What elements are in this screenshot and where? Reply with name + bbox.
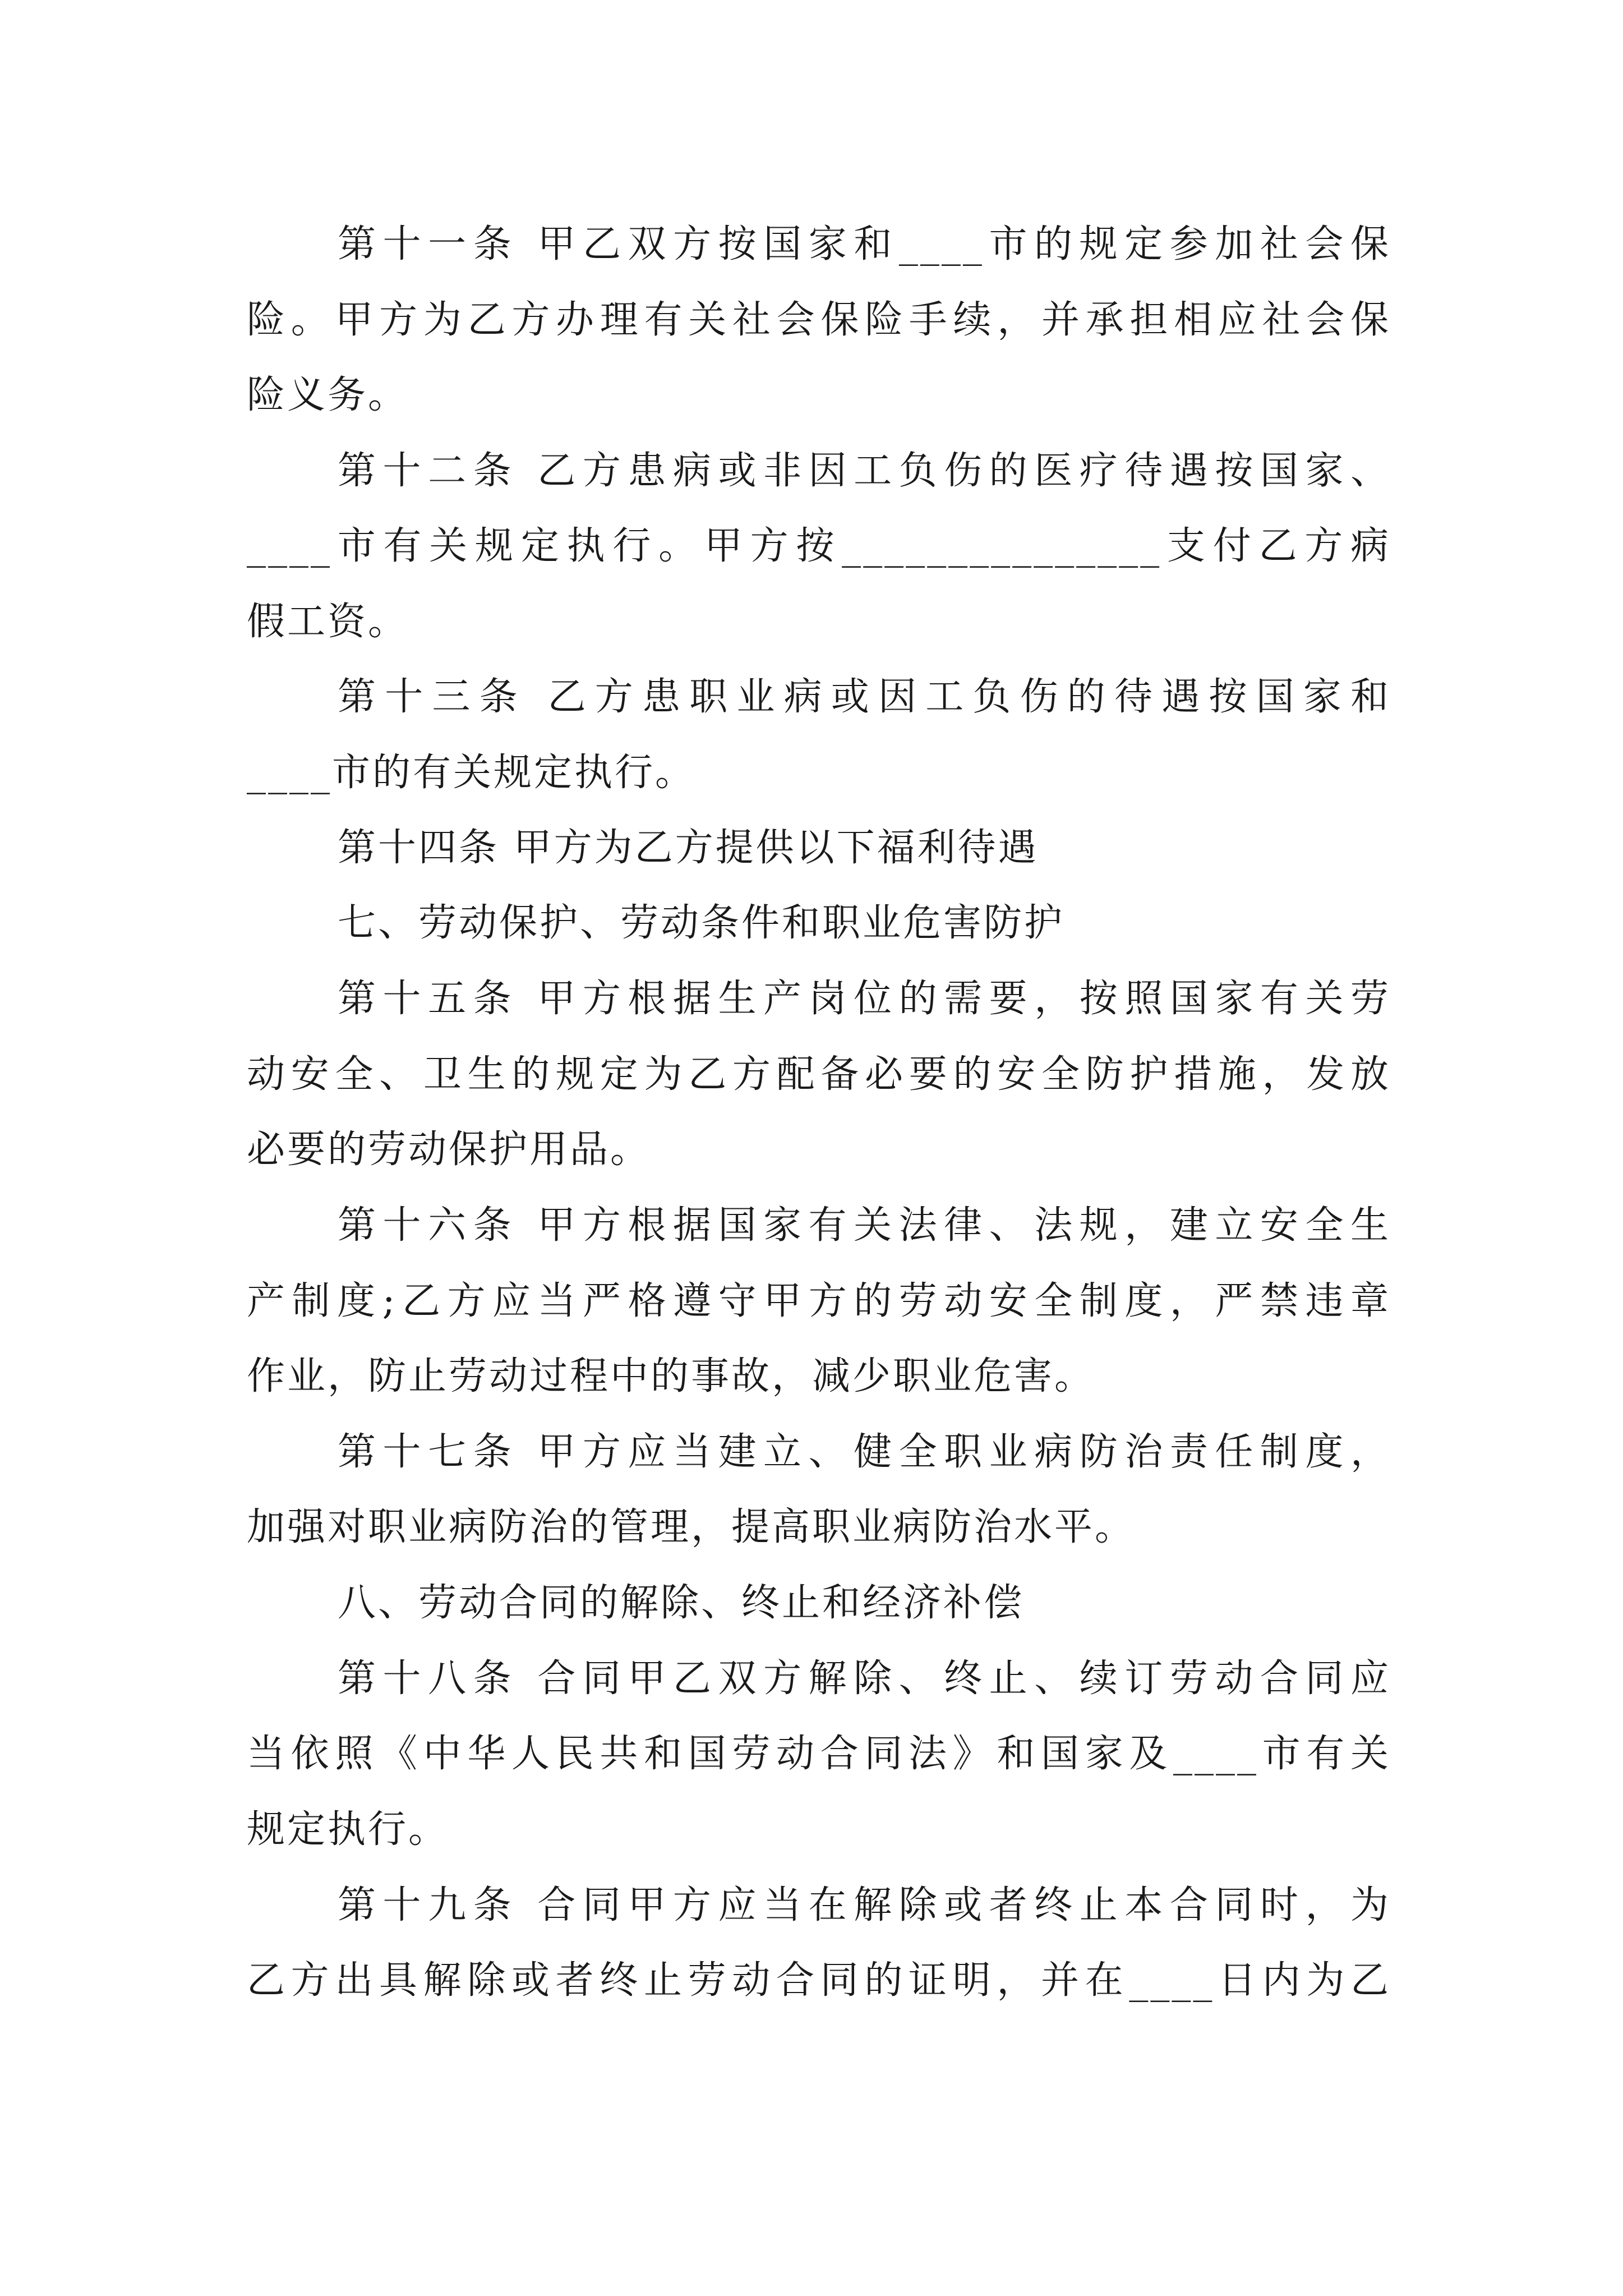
text-line: 第十三条 乙方患职业病或因工负伤的待遇按国家和 — [338, 675, 1391, 719]
text-line: 第十一条 甲乙双方按国家和____市的规定参加社会保 — [338, 222, 1391, 266]
text-line: 假工资。 — [247, 600, 409, 644]
text-line: 规定执行。 — [247, 1807, 449, 1852]
text-line: 加强对职业病防治的管理，提高职业病防治水平。 — [247, 1505, 1136, 1549]
text-line: 动安全、卫生的规定为乙方配备必要的安全防护措施，发放 — [247, 1052, 1391, 1097]
text-line: ____市的有关规定执行。 — [247, 751, 696, 795]
text-line: ____市有关规定执行。甲方按_______________支付乙方病 — [247, 524, 1391, 568]
text-line: 第十四条 甲方为乙方提供以下福利待遇 — [338, 826, 1039, 870]
text-line: 产制度;乙方应当严格遵守甲方的劳动安全制度，严禁违章 — [247, 1279, 1391, 1323]
text-line: 当依照《中华人民共和国劳动合同法》和国家及____市有关 — [247, 1732, 1391, 1776]
text-line: 乙方出具解除或者终止劳动合同的证明，并在____日内为乙 — [247, 1958, 1391, 2003]
text-line: 险义务。 — [247, 373, 409, 417]
text-line: 作业，防止劳动过程中的事故，减少职业危害。 — [247, 1354, 1095, 1398]
text-line: 第十七条 甲方应当建立、健全职业病防治责任制度， — [338, 1430, 1391, 1474]
section-heading: 七、劳动保护、劳动条件和职业危害防护 — [338, 901, 1065, 945]
text-line: 第十六条 甲方根据国家有关法律、法规，建立安全生 — [338, 1203, 1391, 1248]
section-heading: 八、劳动合同的解除、终止和经济补偿 — [338, 1581, 1025, 1625]
text-line: 第十九条 合同甲方应当在解除或者终止本合同时，为 — [338, 1883, 1391, 1927]
text-line: 险。甲方为乙方办理有关社会保险手续，并承担相应社会保 — [247, 298, 1391, 342]
text-line: 第十二条 乙方患病或非因工负伤的医疗待遇按国家、 — [338, 449, 1391, 493]
text-line: 必要的劳动保护用品。 — [247, 1128, 651, 1172]
text-line: 第十八条 合同甲乙双方解除、终止、续订劳动合同应 — [338, 1657, 1391, 1701]
text-line: 第十五条 甲方根据生产岗位的需要，按照国家有关劳 — [338, 977, 1391, 1021]
